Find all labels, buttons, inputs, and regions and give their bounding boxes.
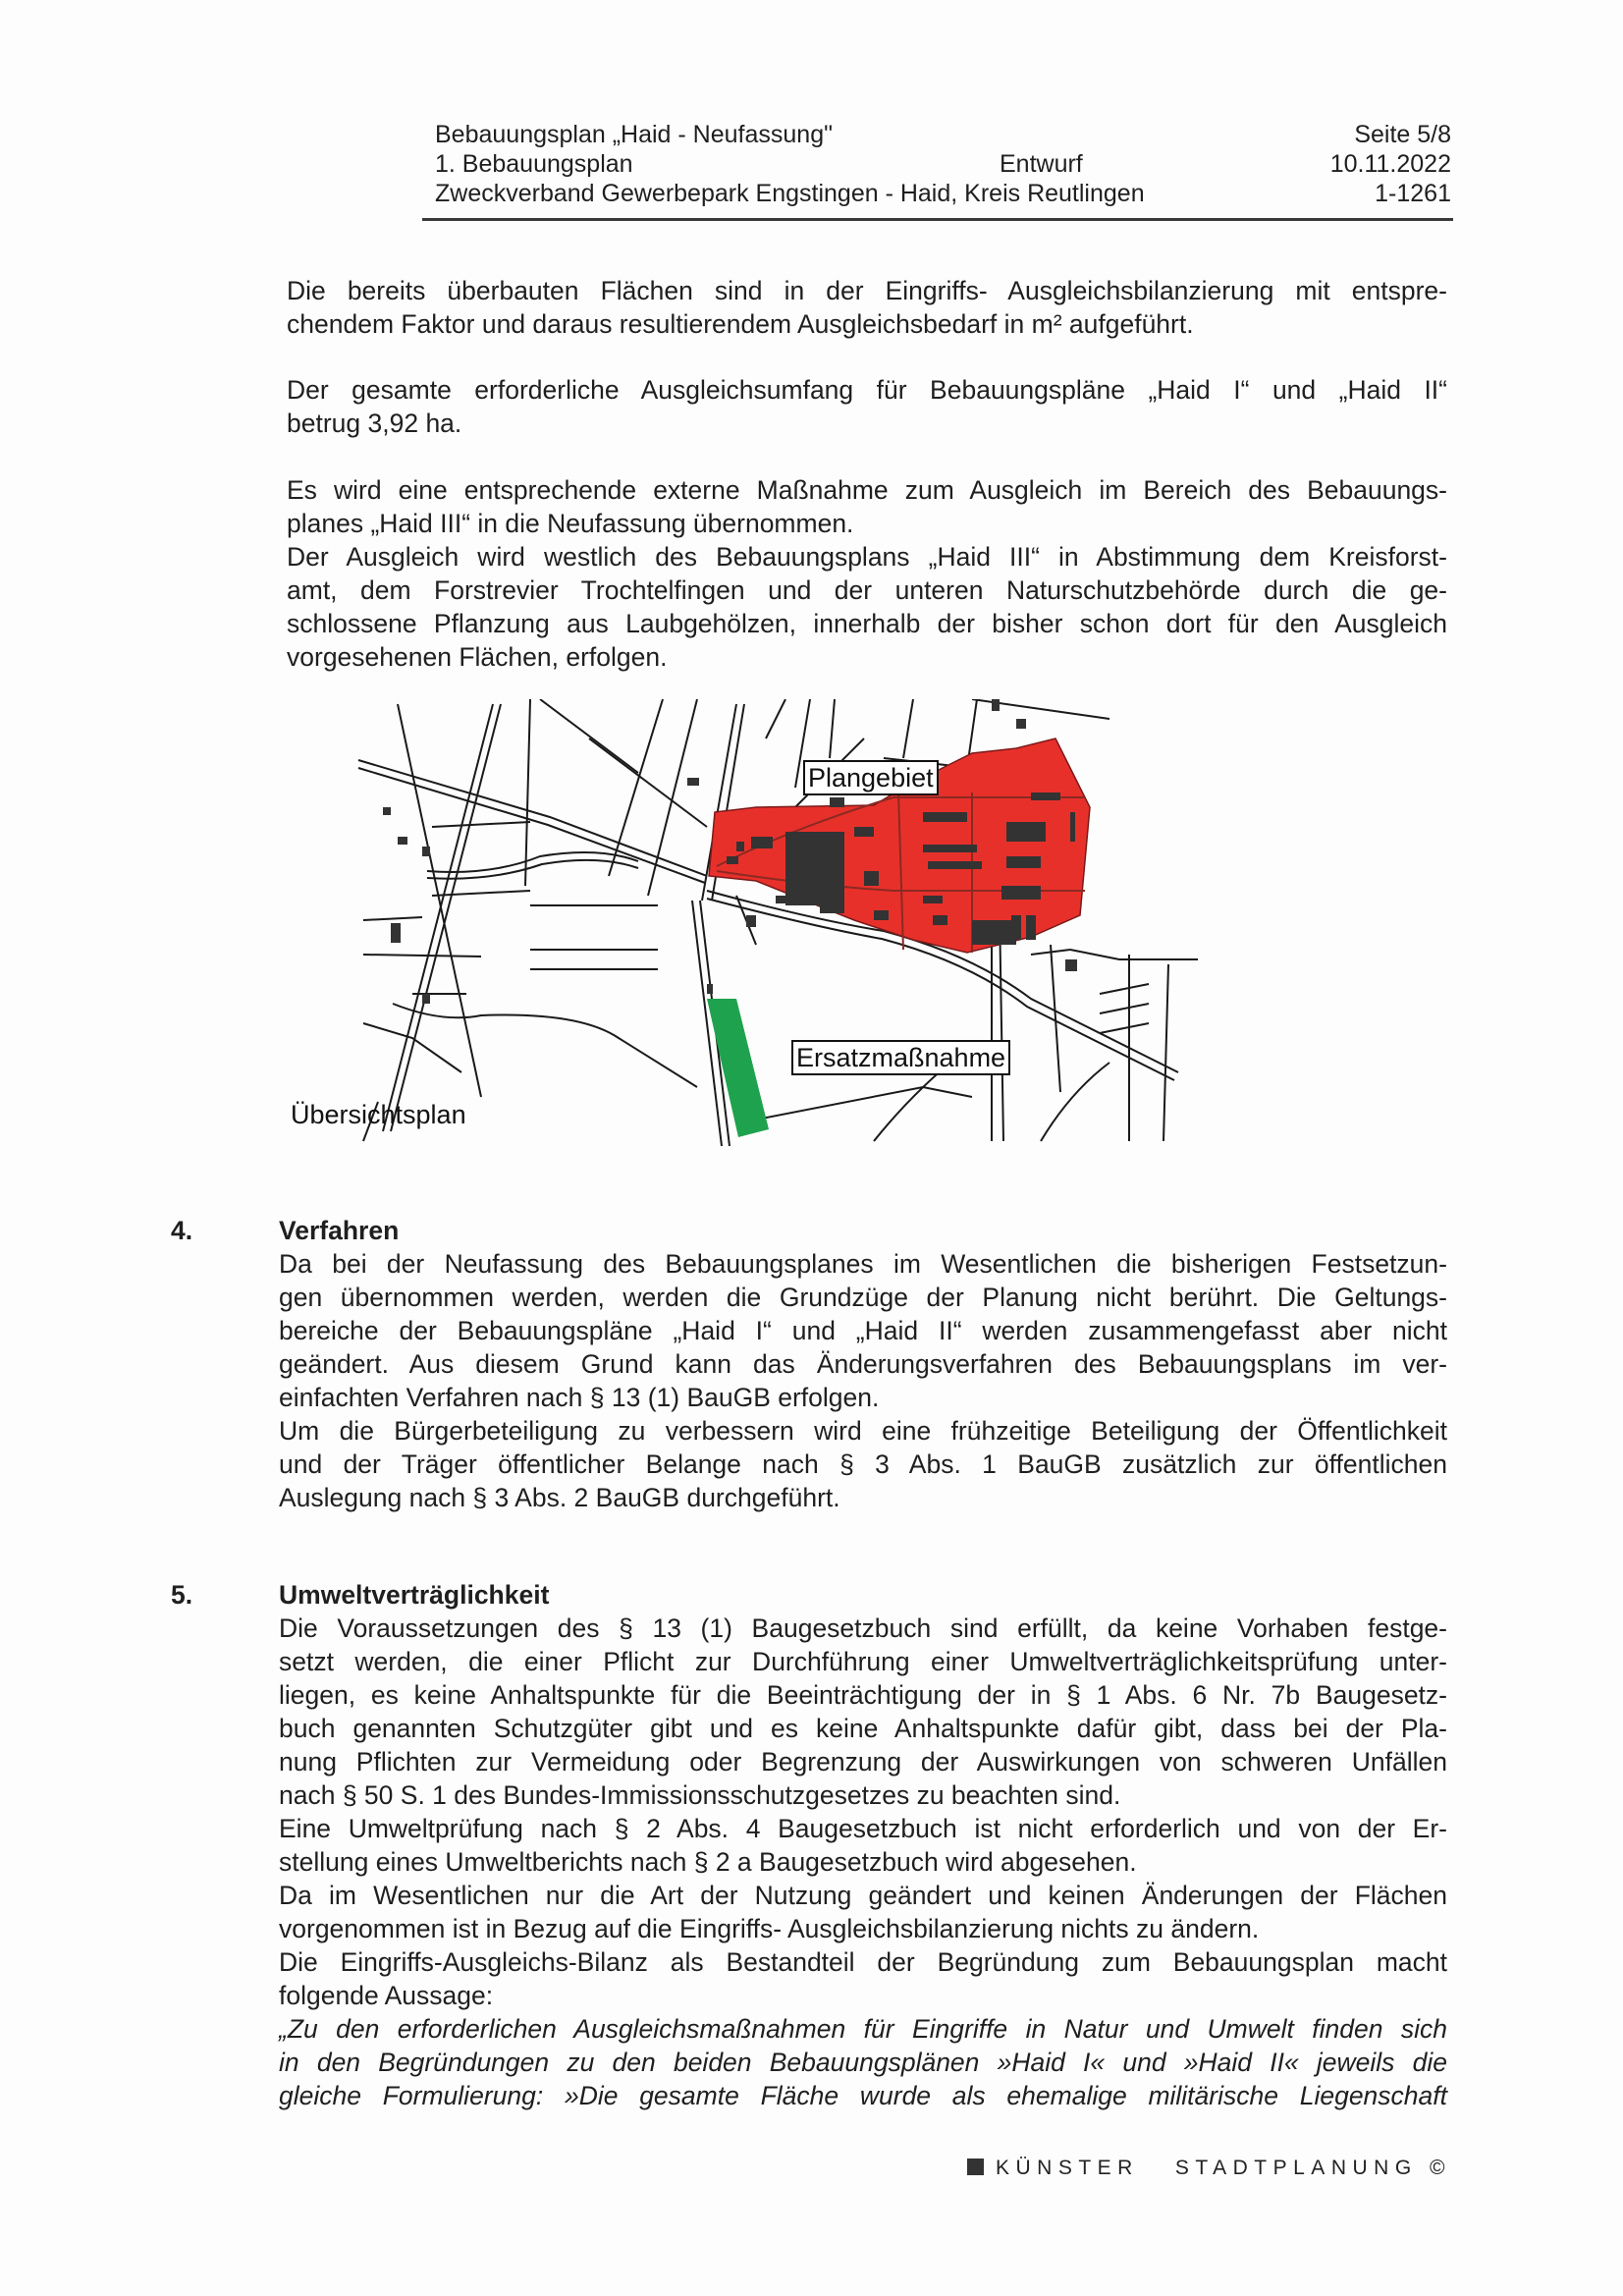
text-line: Eine Umweltprüfung nach § 2 Abs. 4 Baugesetzbuch ist nicht erforderlich und von der Er- [279,1814,1447,1843]
text-line: geändert. Aus diesem Grund kann das Änderungsverfahren des Bebauungsplans im ver- [279,1349,1447,1379]
paragraph-compensation-total [287,373,1447,440]
text-line: und der Träger öffentlicher Belange nach § 3 Abs. 1 BauGB zusätzlich zur öffentlichen [279,1449,1447,1479]
text-line: Die Eingriffs-Ausgleichs-Bilanz als Bestandteil der Begründung zum Bebauungsplan macht [279,1947,1447,1977]
document-organization: Zweckverband Gewerbepark Engstingen - Haid, Kreis Reutlingen [435,180,1145,207]
document-id: 1-1261 [1375,180,1451,207]
page-header [435,120,1451,208]
text-line: planes „Haid III“ in die Neufassung übernommen. [287,509,854,538]
paragraph-overbuilt-areas [287,274,1447,341]
text-line: Da im Wesentlichen nur die Art der Nutzung geändert und keinen Änderungen der Flächen [279,1881,1447,1910]
text-line: gen übernommen werden, werden die Grundzüge der Planung nicht berührt. Die Geltungs- [279,1283,1447,1312]
paragraph-external-measure [287,473,1447,674]
text-line: Die bereits überbauten Flächen sind in der Eingriffs- Ausgleichsbilanzierung mit entspre- [287,276,1447,305]
text-line: schlossene Pflanzung aus Laubgehölzen, innerhalb der bisher schon dort für den Ausgleich [287,609,1447,638]
page-footer [967,2157,1451,2180]
text-line: Um die Bürgerbeteiligung zu verbessern wird eine frühzeitige Beteiligung der Öffentlichkeit [279,1416,1447,1446]
quote-line: gleiche Formulierung: »Die gesamte Fläche wurde als ehemalige militärische Liegenschaft [279,2081,1447,2110]
section-title: Umweltverträglichkeit [279,1580,550,1610]
text-line: liegen, es keine Anhaltspunkte für die Beeinträchtigung der in § 1 Abs. 6 Nr. 7b Baugesetz- [279,1680,1447,1710]
document-date: 10.11.2022 [1329,150,1451,178]
text-line: chendem Faktor und daraus resultierendem Ausgleichsbedarf in m² aufgeführt. [287,309,1194,339]
footer-brand: KÜNSTER STADTPLANUNG © [996,2157,1451,2179]
text-line: Da bei der Neufassung des Bebauungsplanes im Wesentlichen die bisherigen Festsetzun- [279,1249,1447,1279]
section-number: 4. [171,1216,193,1245]
overview-map [285,699,1227,1151]
text-line: buch genannten Schutzgüter gibt und es keine Anhaltspunkte dafür gibt, dass bei der Pla- [279,1714,1447,1743]
header-divider [422,218,1453,221]
text-line: Die Voraussetzungen des § 13 (1) Baugesetzbuch sind erfüllt, da keine Vorhaben festge- [279,1613,1447,1643]
document-title: Bebauungsplan „Haid - Neufassung" [435,121,833,148]
compensation-area-label: Ersatzmaßnahme [791,1040,1010,1075]
text-line: stellung eines Umweltberichts nach § 2 a Baugesetzbuch wird abgesehen. [279,1847,1137,1877]
text-line: einfachten Verfahren nach § 13 (1) BauGB erfolgen. [279,1383,880,1412]
plan-area-label: Plangebiet [803,760,939,795]
text-line: vorgesehenen Flächen, erfolgen. [287,642,668,672]
text-line: amt, dem Forstrevier Trochtelfingen und der unteren Naturschutzbehörde durch die ge- [287,575,1447,605]
page-number: Seite 5/8 [1354,121,1451,148]
text-line: vorgenommen ist in Bezug auf die Eingriffs- Ausgleichsbilanzierung nichts zu ändern. [279,1914,1260,1943]
text-line: bereiche der Bebauungspläne „Haid I“ und „Haid II“ werden zusammengefasst aber nicht [279,1316,1447,1345]
text-line: Auslegung nach § 3 Abs. 2 BauGB durchgeführt. [279,1483,840,1512]
section-body [279,1247,1447,1514]
map-title: Übersichtsplan [291,1100,466,1129]
section-title: Verfahren [279,1216,400,1245]
document-subtitle: 1. Bebauungsplan [435,150,633,178]
document-status: Entwurf [1000,150,1083,178]
text-line: Es wird eine entsprechende externe Maßnahme zum Ausgleich im Bereich des Bebauungs- [287,475,1447,505]
quote-line: in den Begründungen zu den beiden Bebauungsplänen »Haid I« und »Haid II« jeweils die [279,2048,1447,2077]
quote-line: „Zu den erforderlichen Ausgleichsmaßnahmen für Eingriffe in Natur und Umwelt finden sich [279,2014,1447,2044]
text-line: setzt werden, die einer Pflicht zur Durchführung einer Umweltverträglichkeitsprüfung unter- [279,1647,1447,1676]
text-line: folgende Aussage: [279,1981,494,2010]
section-number: 5. [171,1580,193,1610]
text-line: Der gesamte erforderliche Ausgleichsumfang für Bebauungspläne „Haid I“ und „Haid II“ [287,375,1447,405]
text-line: nung Pflichten zur Vermeidung oder Begrenzung der Auswirkungen von schweren Unfällen [279,1747,1447,1777]
text-line: betrug 3,92 ha. [287,409,462,438]
compensation-area-shape [707,999,769,1137]
map-drawing [285,699,1227,1151]
text-line: nach § 50 S. 1 des Bundes-Immissionsschutzgesetzes zu beachten sind. [279,1780,1121,1810]
section-body [279,1612,1447,2112]
text-line: Der Ausgleich wird westlich des Bebauungsplans „Haid III“ in Abstimmung dem Kreisforst- [287,542,1447,572]
brand-square-icon [967,2159,984,2175]
